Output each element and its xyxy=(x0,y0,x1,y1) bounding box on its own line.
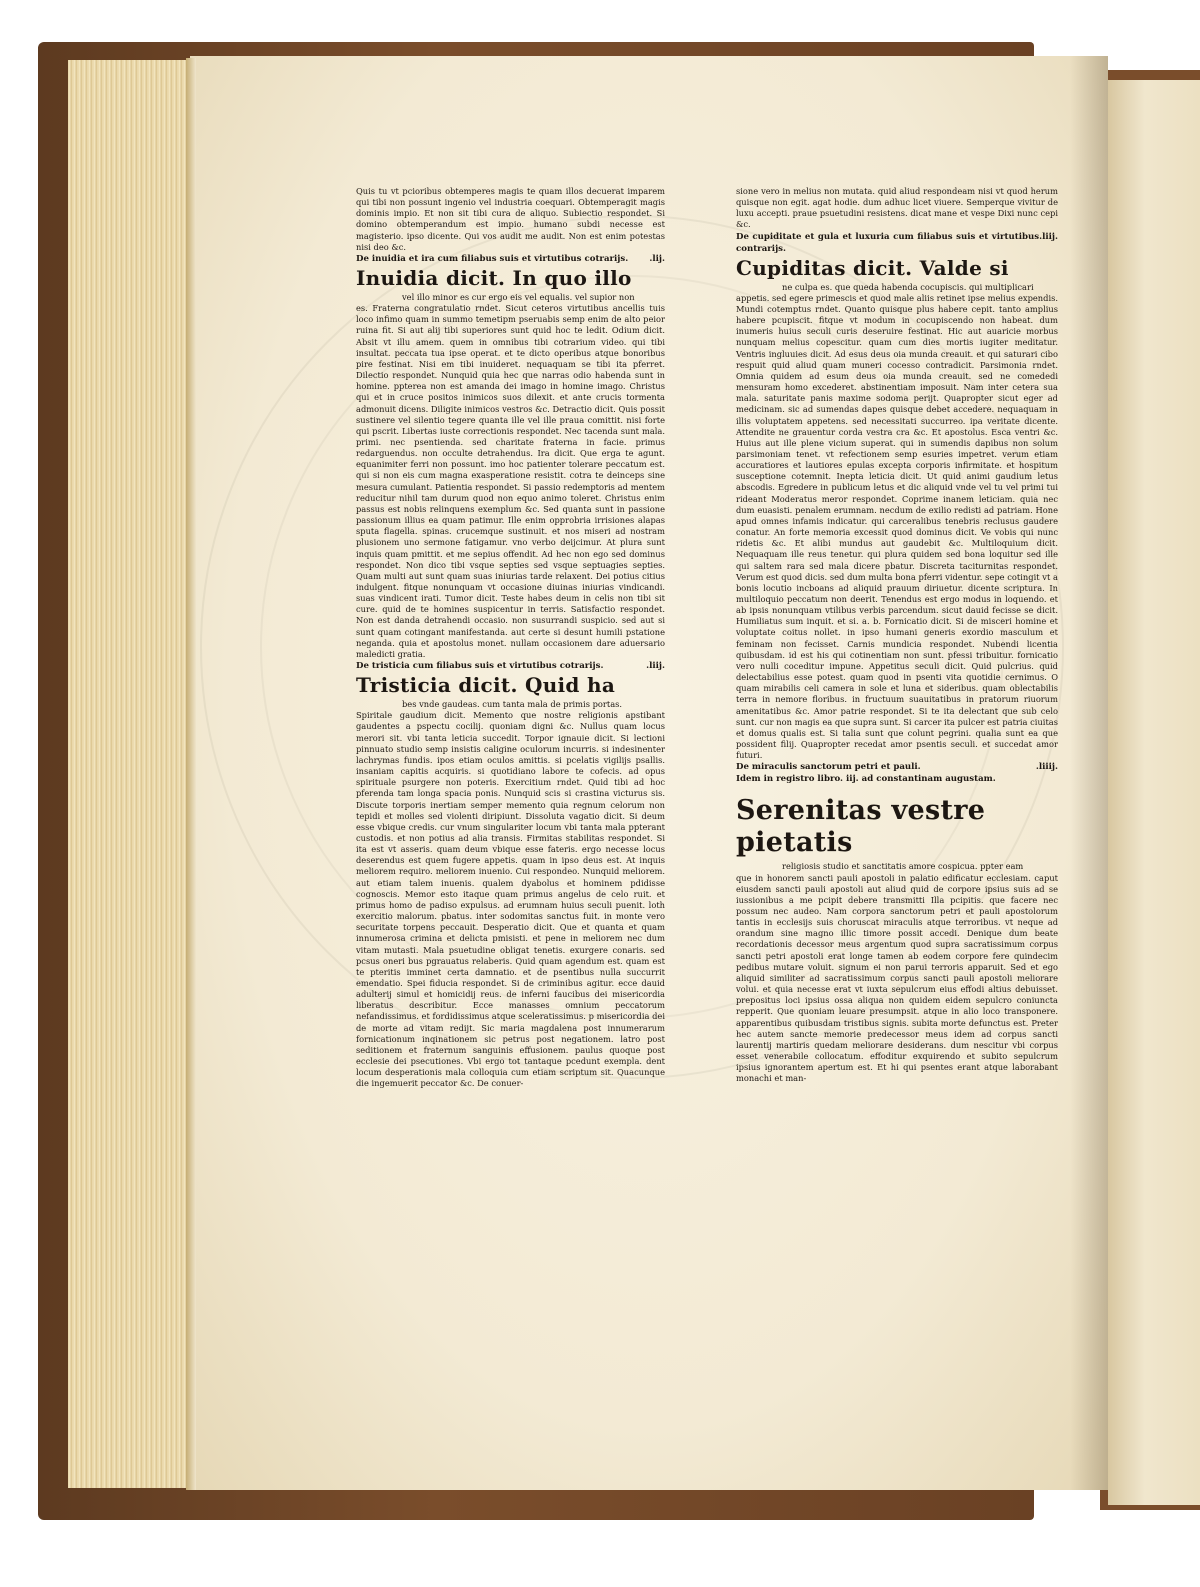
left-subheading-1-label: De inuidia et ira cum filiabus suis et virtutibus cotrarijs. xyxy=(356,253,629,264)
right-subheading-2-number: .liiij. xyxy=(1035,762,1058,773)
right-subheading-1-label: De cupiditate et gula et luxuria cum filiabus suis et virtutibus contrarijs. xyxy=(736,231,1040,254)
right-text-column xyxy=(736,186,1058,1084)
page-edges xyxy=(68,60,190,1488)
left-subheading-1-number: .lij. xyxy=(649,253,665,264)
right-section-1-body: appetis. sed egere primescis et quod male aliis retinet ipse melius expendis. Mundi cotemptus rndet. Quanto quisque plus habere cepit. tanto amplius habere pcupiscit. fitque vt modum in cocupiscendo non habeat. dum inumeris huius seculi curis deseruire festinat. Hic aut auaricie morbus nunquam melius copescitur. quam cum dies mortis iugiter meditatur. Ventris ingluuies dicit. Ad esus deus oia munda creauit. et qui saturari cibo respuit quid aliud quam muneri cocesso contradicit. Parsimonia rndet. Omnia quidem ad esum deus oia munda creauit. sed ne comededi mensuram homo excederet. abstinentiam imposuit. Nam inter cetera sua mala. saturitate panis maxime sodoma perijt. Quapropter sicut eger ad medicinam. sic ad sumendas dapes quisque debet accedere. nequaquam in illis voluptatem appetens. sed necessitati succurreo. ipa veritate dicente. Attendite ne grauentur corda vestra cra &c. Et apostolus. Esca ventri &c. Huius aut ille plene vicium superat. qui in sumendis dapibus non solum parsimoniam tenet. vt refectionem semp esuries impetret. verum etiam accuratiores et lautiores epulas excepta corporis infirmitate. et hospitum susceptione cotemnit. Inepta leticia dicit. Ut quid animi gaudium letus abscodis. Egredere in publicum letus et dic aliquid vnde vel tu vel primi tui rideant Moderatus meror respondet. Coprime inanem leticiam. quia nec dum euasisti. penalem erumnam. necdum de exilio redisti ad patriam. Hone apud omnes infamis indicatur. qui carceralibus tenebris reclusus gaudere conatur. An forte memoria excessit quod dominus dicit. Ve vobis qui nunc ridetis &c. Et alibi mundus aut gaudebit &c. Multiloquium dicit. Nequaquam ille reus tenetur. qui plura quidem sed bona loquitur sed ille qui saltem rara sed mala dicere pbatur. Discreta taciturnitas respondet. Verum est quod dicis. sed dum multa bona pferri videntur. sepe cotingit vt a bonis locutio incboans ad aliquid prauum diriuetur. dicente scriptura. In multiloquio peccatum non deerit. Tenendus est ergo modus in loquendo. et ab ipsis nonunquam vtilibus verbis parcendum. sicut dauid fecisse se dicit. Humiliatus sum inquit. et si. a. b. Fornicatio dicit. Si de misceri homine et voluptate coitus nollet. in ipso humani generis exordio masculum et feminam non fecisset. Carnis mundicia respondet. Nubendi licentia quibusdam. id est his qui cotinentiam non sunt. pfessi tribuitur. fornicatio vero nulli coceditur impune. Appetitus seculi dicit. Quid pulcrius. quid delectabilius esse potest. quam quod in psenti vita quotidie cernimus. O quam mirabilis celi camera in sole et luna et sideribus. quam oblectabilis terra in nemore floribus. in fructuum suauitatibus in pratorum riuorum amenitatibus &c. Amor patrie respondet. Si te ita delectant que sub celo sunt. cur non magis ea que supra sunt. Si carcer ita pulcer est patria ciuitas et domus qualis est. Si talia sunt que colunt pegrini. qualia sunt ea que possident filij. Quapropter recedat amor psentis seculi. et succedat amor futuri. xyxy=(736,292,1058,761)
right-subheading-2 xyxy=(736,761,1058,773)
left-subheading-2 xyxy=(356,660,665,672)
right-subheading-3 xyxy=(736,773,1058,785)
left-section-heading-2: Tristicia dicit. Quid ha xyxy=(356,673,616,698)
facing-page-edge xyxy=(1108,80,1200,1505)
left-text-column xyxy=(356,186,665,1090)
left-subheading-2-label: De tristicia cum filiabus suis et virtutibus cotrarijs. xyxy=(356,661,604,672)
right-section-heading-2: Serenitas vestre pietatis xyxy=(736,795,986,859)
left-section-heading-1: Inuidia dicit. In quo illo xyxy=(356,265,632,290)
right-section-2-first-line: religiosis studio et sanctitatis amore cospicua. ppter eam xyxy=(782,861,1024,872)
right-subheading-1 xyxy=(736,231,1058,255)
page-edge-shadow xyxy=(186,58,196,1490)
left-subheading-1 xyxy=(356,253,665,265)
left-section-2-first-line: bes vnde gaudeas. cum tanta mala de primis portas. xyxy=(402,699,623,710)
left-subheading-2-number: .liij. xyxy=(646,661,665,672)
left-intro-paragraph: Quis tu vt pcioribus obtemperes magis te quam illos decuerat imparem qui tibi non possunt ingenio vel industria coequari. Obtemperagit magis dominis impio. Et non sit tibi cura de aliquo. Subiectio respondet. Si domino obtemperandum est impio. humano subdi necesse est magisterio. ipso dicente. Qui vos audit me audit. Non est enim potestas nisi deo &c. xyxy=(356,186,665,252)
right-section-1-first-line: ne culpa es. que queda habenda cocupiscis. qui multiplicari xyxy=(782,281,1034,292)
page-gutter-shadow xyxy=(1070,56,1108,1490)
left-section-2-body: Spiritale gaudium dicit. Memento que nostre religionis apstibant gaudentes a pspectu cocilij. quoniam digni &c. Nullus quam locus merori sit. vbi tanta leticia succedit. Torpor ignauie dicit. Si lectioni pinnuato studio semp insistis caligine oculorum incurris. si indesinenter lachrymas fundis. ipos etiam oculos amittis. si pcelatis vigilijs psallis. insaniam capitis acquiris. si quotidiano labore te cofecis. ad opus spirituale psurgere non poteris. Exercitium rndet. Quid tibi ad hoc pferenda tam longa spacia ponis. Nunquid scis si crastina victurus sis. Discute torporis inertiam semper memento quia regnum celorum non tepidi et molles sed violenti diripiunt. Dissoluta vagatio dicit. Si deum esse vbique credis. cur vnum singulariter locum vbi tanta mala ppterant custodis. et non potius ad alia transis. Firmitas stabilitas respondet. Si ita est vt asseris. quam deum vbique esse fateris. ergo necesse locus deserendus est quem fugere appetis. quam in ipso deus est. At inquis meliorem requiro. meliorem inuenio. Cui respondeo. Nunquid meliorem. aut etiam talem inuenis. qualem dyabolus et hominem pdidisse cognoscis. Memor esto itaque quam primus angelus de celo ruit. et primus homo de padiso expulsus. ad erumnam huius seculi puenit. loth exercitio malorum. pbatus. inter sodomitas sanctus fuit. in monte vero securitate torpens peccauit. Desperatio dicit. Que et quanta et quam innumerosa crimina et delicta pmisisti. et pene in meliorem nec dum vitam mutasti. Mala psuetudine obligat tenetis. exurgere conaris. sed pcsus oneri bus pgrauatus relaberis. Quid quam agendum est. quam est te pteritis imminet certa damnatio. et de psentibus nulla succurrit emendatio. Spei fiducia respondet. Si de criminibus agitur. ecce dauid adulterij simul et homicidij reus. de inferni faucibus dei misericordia liberatus describitur. Ecce manasses omnium peccatorum nefandissimus. et fordidissimus atque sceleratissimus. p misericordia dei de morte ad vitam redijt. Sic maria magdalena post innumerarum fornicationum inqinationem sic petrus post negationem. latro post seditionem et fraternum sanguinis effusionem. paulus quoque post ecclesie dei psecutiones. Vbi ergo tot tantaque pcedunt exempla. dent locum desperationis mala colloquia cum etiam scriptum sit. Quacunque die ingemuerit peccator &c. De conuer- xyxy=(356,710,665,1089)
right-intro-paragraph: sione vero in melius non mutata. quid aliud respondeam nisi vt quod herum quisque non egit. agat hodie. dum adhuc licet viuere. Semperque vivitur de luxu accepti. praue psuetudini resistens. dicat mane et vespe Dixi nunc cepi &c. xyxy=(736,186,1058,230)
right-subheading-1-number: .liij. xyxy=(1039,231,1058,242)
right-section-heading-1: Cupiditas dicit. Valde si xyxy=(736,255,1009,280)
right-subheading-2-label: De miraculis sanctorum petri et pauli. xyxy=(736,762,921,773)
left-section-1-first-line: vel illo minor es cur ergo eis vel equalis. vel supior non xyxy=(402,291,635,302)
left-section-1-body: es. Fraterna congratulatio rndet. Sicut ceteros virtutibus ancellis tuis loco infimo quam in summo temetipm pseruabis semp enim de alto peior ruina fit. Si aut alij tibi superiores sunt quid hoc te ledit. Odium dicit. Absit vt illu amem. quem in omnibus tibi cotrarium video. qui tibi insultat. peccata tua ipse operat. et te dicto operibus atque bonoribus pire festinat. Nisi em tibi inuideret. nequaquam se tibi ita pferret. Dilectio respondet. Nunquid quia hec que narras odio habenda sunt in homine. ppterea non est amanda dei imago in homine imago. Christus qui et in cruce positos inimicos suos dilexit. et ante crucis tormenta admonuit dicens. Diligite inimicos vestros &c. Detractio dicit. Quis possit sustinere vel silentio tegere quanta ille vel ille praua comittit. nisi forte qui pscrit. Libertas iuste correctionis respondet. Nec tacenda sunt mala. primi. nec psentienda. sed charitate fraterna in facie. primus redarguendus. non occulte detrahendus. Ira dicit. Que erga te agunt. equanimiter ferri non possunt. imo hoc patienter tolerare peccatum est. qui si non eis cum magna exasperatione resistit. cotra te deinceps sine mesura cumulant. Patientia respondet. Si passio redemptoris ad mentem reducitur nihil tam durum quod non equo animo toleret. Christus enim passus est nobis relinquens exemplum &c. Sed quanta sunt in passione passionum illius ea quam patimur. Ille enim opprobria irrisiones alapas sputa flagella. spinas. crucemque sustinuit. et nos miseri ad nostram plusionem uno sermone fatigamur. vno verbo deijcimur. At plura sunt inquis quam pmittit. et me sepius offendit. Ad hec non ego sed dominus respondet. Non dico tibi vsque septies sed vsque septuagies septies. Quam multi aut sunt quam suas iniurias tarde relaxent. Dei potius citius indulgent. fitque nonunquam vt occasione diuinas iniurias vindicandi. suas vindicent irati. Tumor dicit. Teste habes deum in celis non tibi sit cure. quid de te homines suspicentur in terris. Satisfactio respondet. Non est danda detrahendi occasio. non susurrandi suspicio. sed aut si sunt quam cotingant manifestanda. aut certe si desunt humili pstatione neganda. quia et apostolus monet. nullam occasionem dare aduersario maledicti gratia. xyxy=(356,303,665,659)
right-subheading-3-label: Idem in registro libro. iij. ad constantinam augustam. xyxy=(736,774,996,785)
right-section-2-body: que in honorem sancti pauli apostoli in palatio edificatur ecclesiam. caput eiusdem sancti pauli apostoli aut aliud quid de corpore ipsius suis ad se iussionibus a me pcipit debere transmitti Illa pcipitis. que facere nec possum nec audeo. Nam corpora sanctorum petri et pauli apostolorum tantis in ecclesijs suis choruscat miraculis atque terroribus. vt neque ad orandum sine magno illic timore possit accedi. Denique dum beate recordationis decessor meus argentum quod supra sacratissimum corpus sancti petri apostoli erat longe tamen ab eodem corpore fere quindecim pedibus mutare voluit. signum ei non parui terroris apparuit. Sed et ego aliquid similiter ad sacratissimum corpus sancti pauli apostoli meliorare volui. et quia necesse erat vt iuxta sepulcrum eius effodi altius debuisset. prepositus loci ipsius ossa aliqua non quidem eidem sepulcro coniuncta repperit. Que quoniam leuare presumpsit. atque in alio loco transponere. apparentibus quibusdam tristibus signis. subita morte defunctus est. Preter hec autem sancte memorie predecessor meus idem ad corpus sancti laurentij martiris quedam meliorare desiderans. dum nescitur vbi corpus esset venerabile collocatum. effoditur exquirendo et subito sepulcrum ipsius ignorantem apertum est. Et hi qui psentes erant atque laborabant monachi et man- xyxy=(736,872,1058,1084)
